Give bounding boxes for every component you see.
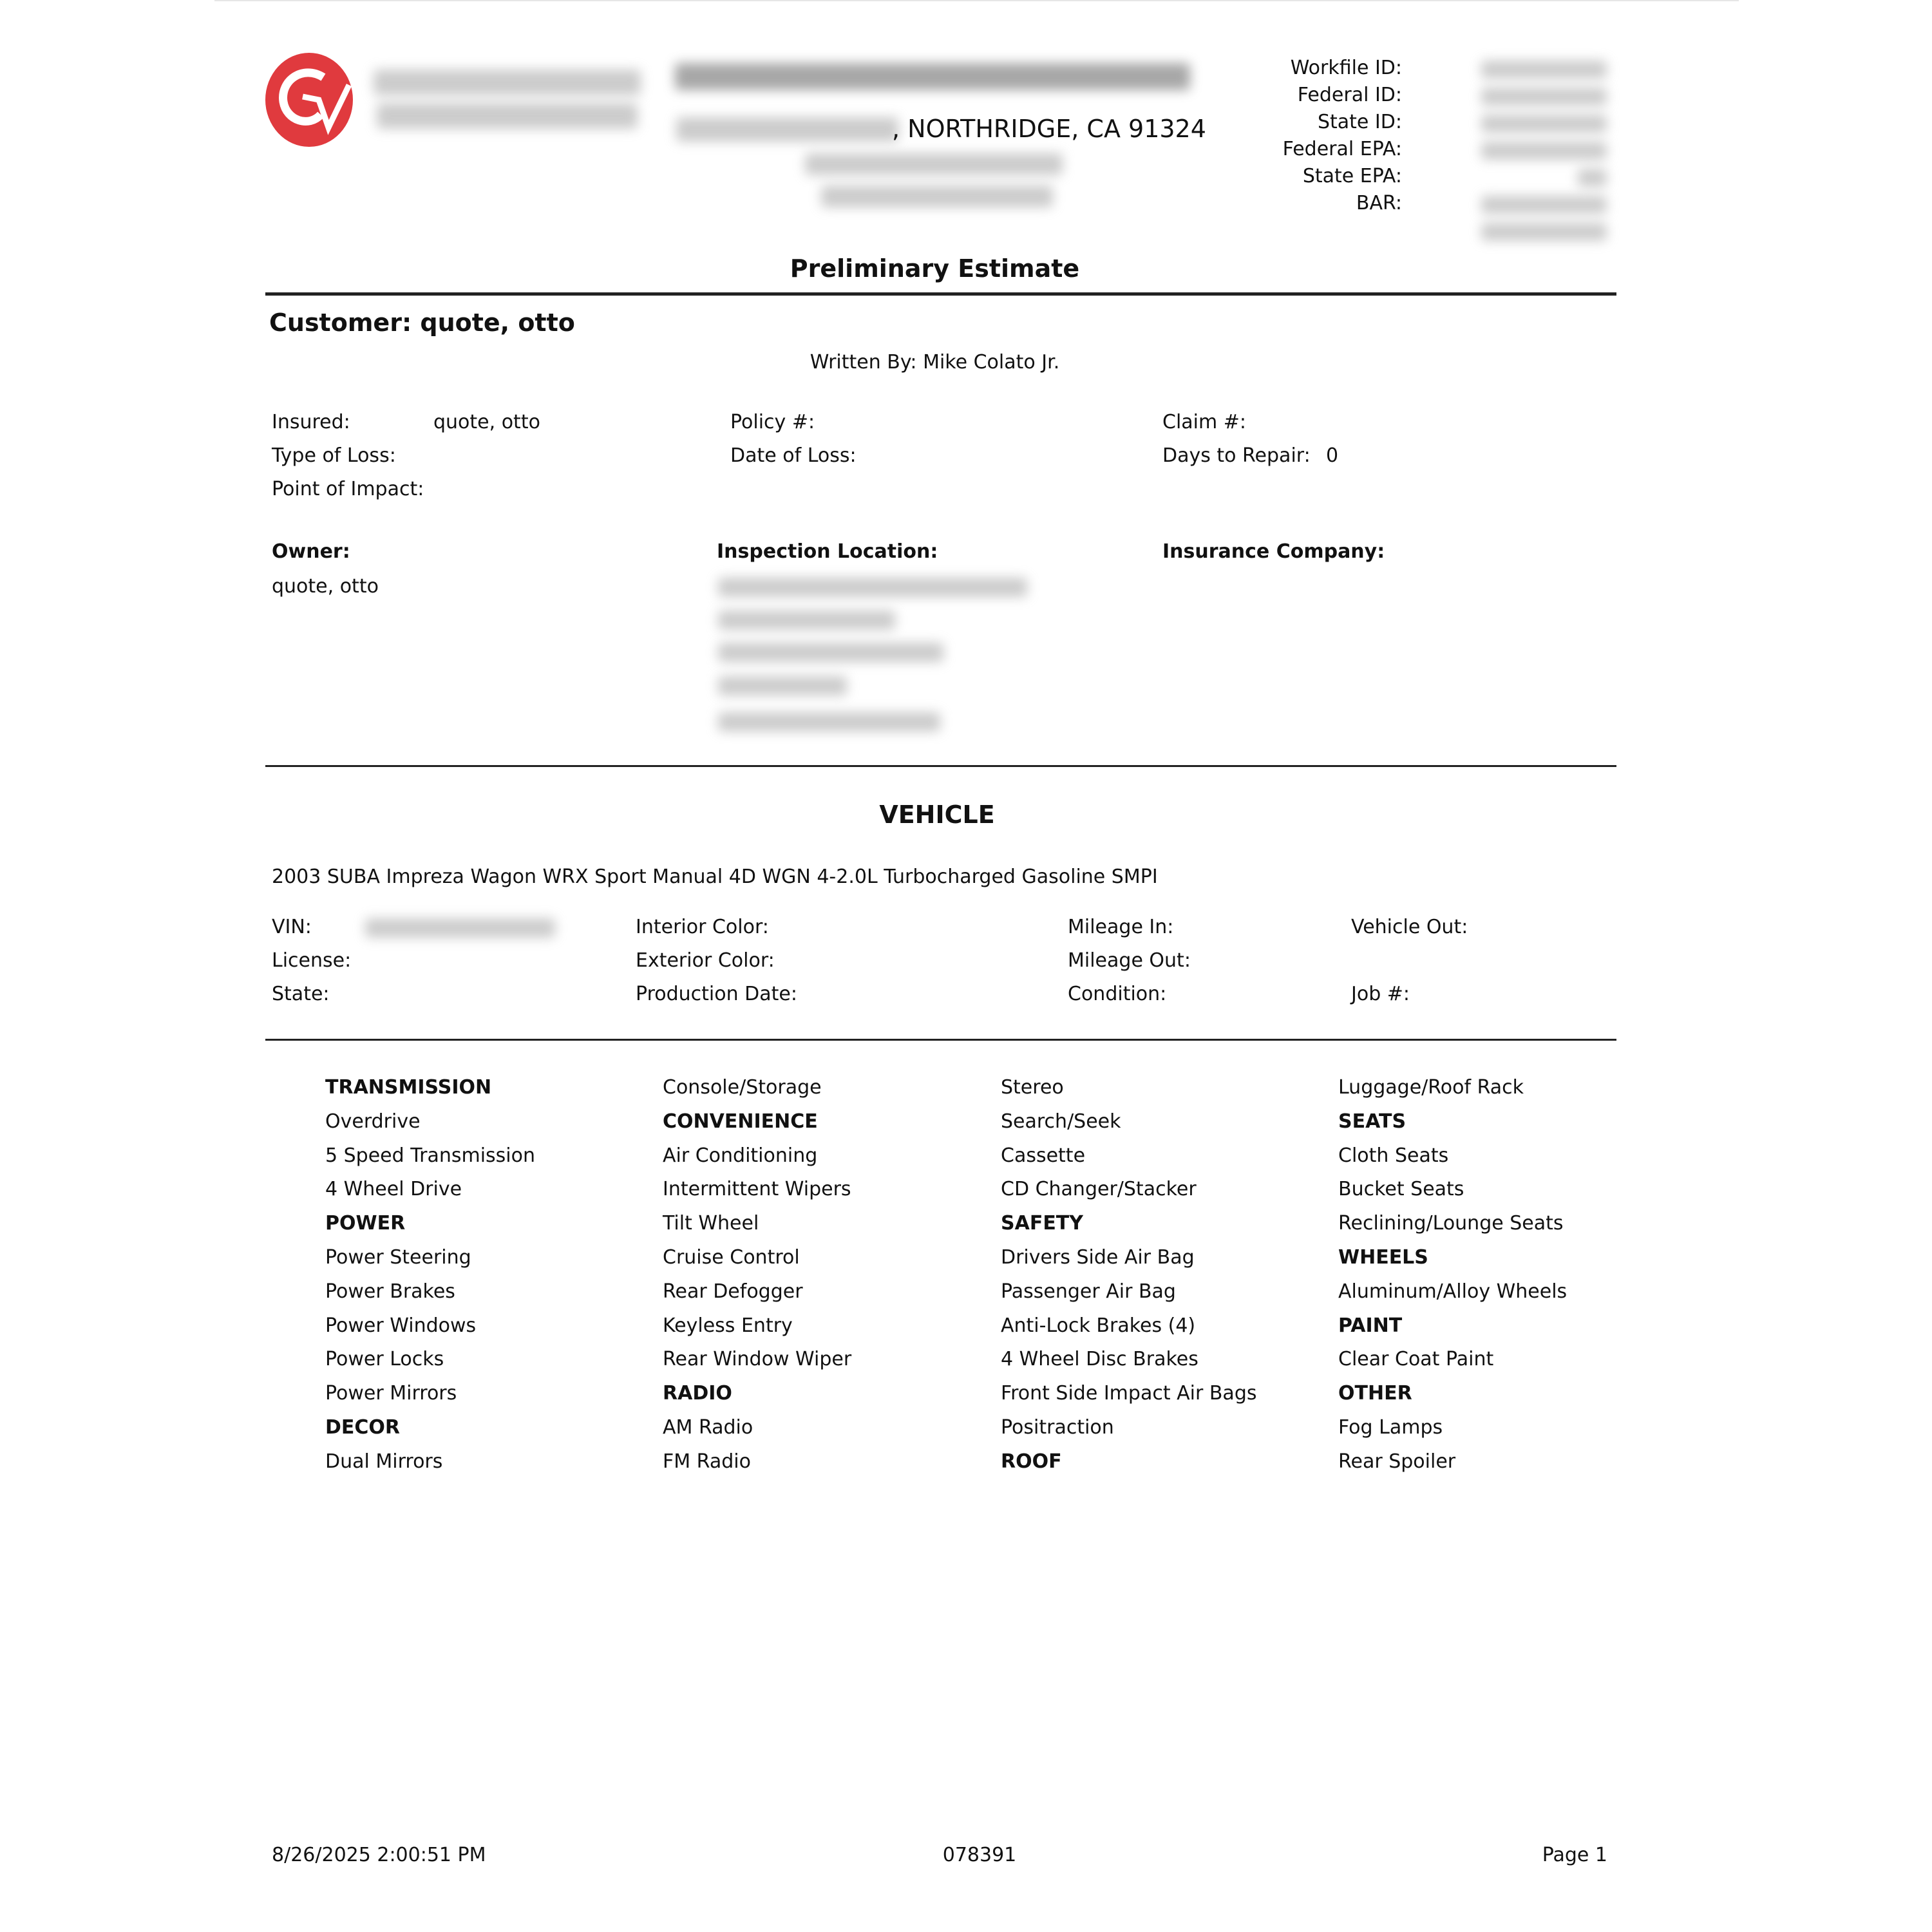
option-item: Rear Defogger [663, 1280, 803, 1303]
option-category: DECOR [325, 1416, 401, 1439]
customer-heading: Customer: quote, otto [269, 308, 575, 337]
inspection-location-line [718, 676, 847, 696]
option-item: Passenger Air Bag [1001, 1280, 1176, 1303]
vin-label: VIN: [272, 916, 312, 938]
footer-page: Page 1 [1542, 1844, 1607, 1866]
inspection-location-line [718, 643, 943, 662]
option-item: FM Radio [663, 1450, 751, 1473]
option-item: Air Conditioning [663, 1144, 818, 1167]
policy-label: Policy #: [730, 411, 815, 433]
days-to-repair-value: 0 [1326, 444, 1339, 467]
days-to-repair-label: Days to Repair: [1162, 444, 1311, 467]
id-label: Workfile ID: [1290, 57, 1402, 79]
option-category: PAINT [1338, 1314, 1403, 1337]
id-label: BAR: [1356, 192, 1402, 214]
date-of-loss-label: Date of Loss: [730, 444, 857, 467]
company-name-logo-text [377, 103, 638, 129]
option-category: OTHER [1338, 1382, 1412, 1405]
option-item: 5 Speed Transmission [325, 1144, 536, 1167]
inspection-location-line [718, 712, 940, 732]
claim-label: Claim #: [1162, 411, 1247, 433]
section-divider [265, 765, 1616, 767]
mileage-out-label: Mileage Out: [1068, 949, 1191, 972]
option-item: Dual Mirrors [325, 1450, 443, 1473]
option-item: Bucket Seats [1338, 1178, 1464, 1201]
option-category: POWER [325, 1212, 406, 1235]
exterior-color-label: Exterior Color: [636, 949, 775, 972]
option-item: AM Radio [663, 1416, 753, 1439]
option-category: WHEELS [1338, 1246, 1428, 1269]
option-item: Rear Window Wiper [663, 1348, 852, 1371]
state-label: State: [272, 983, 330, 1005]
option-item: Power Locks [325, 1348, 444, 1371]
id-value [1481, 142, 1607, 160]
condition-label: Condition: [1068, 983, 1167, 1005]
id-value [1481, 88, 1607, 106]
insured-value: quote, otto [433, 411, 540, 433]
id-value [1481, 196, 1607, 214]
vehicle-divider [265, 1039, 1616, 1041]
option-category: ROOF [1001, 1450, 1062, 1473]
company-street [676, 117, 898, 142]
option-item: Stereo [1001, 1076, 1064, 1099]
option-item: Keyless Entry [663, 1314, 793, 1337]
id-value [1578, 169, 1607, 187]
vehicle-heading: VEHICLE [879, 800, 995, 829]
interior-color-label: Interior Color: [636, 916, 769, 938]
owner-label: Owner: [272, 540, 350, 563]
option-item: Aluminum/Alloy Wheels [1338, 1280, 1567, 1303]
inspection-location-line [718, 611, 895, 630]
option-category: SEATS [1338, 1110, 1406, 1133]
option-item: Console/Storage [663, 1076, 822, 1099]
mileage-in-label: Mileage In: [1068, 916, 1174, 938]
option-item: Power Windows [325, 1314, 477, 1337]
option-item: 4 Wheel Drive [325, 1178, 462, 1201]
option-item: Front Side Impact Air Bags [1001, 1382, 1257, 1405]
option-item: 4 Wheel Disc Brakes [1001, 1348, 1198, 1371]
company-city: , NORTHRIDGE, CA 91324 [892, 115, 1206, 143]
option-item: Overdrive [325, 1110, 421, 1133]
option-item: Reclining/Lounge Seats [1338, 1212, 1564, 1235]
option-item: Rear Spoiler [1338, 1450, 1456, 1473]
company-logo [264, 52, 362, 148]
option-item: Clear Coat Paint [1338, 1348, 1494, 1371]
option-item: Anti-Lock Brakes (4) [1001, 1314, 1196, 1337]
option-item: Search/Seek [1001, 1110, 1121, 1133]
option-item: Intermittent Wipers [663, 1178, 851, 1201]
title-divider [265, 292, 1616, 296]
id-value [1481, 223, 1607, 241]
company-fax [821, 185, 1053, 207]
vin-value [365, 918, 555, 938]
id-label: Federal ID: [1297, 84, 1402, 106]
option-item: Positraction [1001, 1416, 1114, 1439]
option-category: CONVENIENCE [663, 1110, 818, 1133]
option-item: Cruise Control [663, 1246, 800, 1269]
production-date-label: Production Date: [636, 983, 797, 1005]
footer-number: 078391 [942, 1844, 1017, 1866]
option-item: Cloth Seats [1338, 1144, 1449, 1167]
company-name-logo-text [374, 70, 641, 95]
type-of-loss-label: Type of Loss: [272, 444, 396, 467]
page-top-edge [214, 0, 1739, 1]
option-item: Drivers Side Air Bag [1001, 1246, 1195, 1269]
option-item: Power Steering [325, 1246, 471, 1269]
license-label: License: [272, 949, 352, 972]
option-item: Tilt Wheel [663, 1212, 759, 1235]
id-value [1481, 61, 1607, 79]
option-item: Power Mirrors [325, 1382, 457, 1405]
company-name [675, 63, 1190, 90]
written-by: Written By: Mike Colato Jr. [810, 351, 1060, 374]
option-item: Luggage/Roof Rack [1338, 1076, 1524, 1099]
point-of-impact-label: Point of Impact: [272, 478, 424, 500]
id-label: State EPA: [1302, 165, 1402, 187]
footer-timestamp: 8/26/2025 2:00:51 PM [272, 1844, 486, 1866]
option-item: Power Brakes [325, 1280, 455, 1303]
vehicle-out-label: Vehicle Out: [1351, 916, 1468, 938]
option-item: CD Changer/Stacker [1001, 1178, 1197, 1201]
inspection-location-line [718, 578, 1027, 597]
option-item: Fog Lamps [1338, 1416, 1443, 1439]
id-label: Federal EPA: [1282, 138, 1402, 160]
option-category: SAFETY [1001, 1212, 1083, 1235]
insured-label: Insured: [272, 411, 350, 433]
job-number-label: Job #: [1351, 983, 1410, 1005]
company-phone [805, 153, 1063, 175]
option-item: Cassette [1001, 1144, 1086, 1167]
option-category: TRANSMISSION [325, 1076, 492, 1099]
option-category: RADIO [663, 1382, 732, 1405]
vehicle-description: 2003 SUBA Impreza Wagon WRX Sport Manual 4D WGN 4-2.0L Turbocharged Gasoline SMPI [272, 866, 1158, 888]
document-title: Preliminary Estimate [790, 254, 1080, 283]
inspection-location-label: Inspection Location: [717, 540, 938, 563]
id-label: State ID: [1317, 111, 1402, 133]
owner-value: quote, otto [272, 575, 379, 598]
id-value [1481, 115, 1607, 133]
insurance-company-label: Insurance Company: [1162, 540, 1385, 563]
